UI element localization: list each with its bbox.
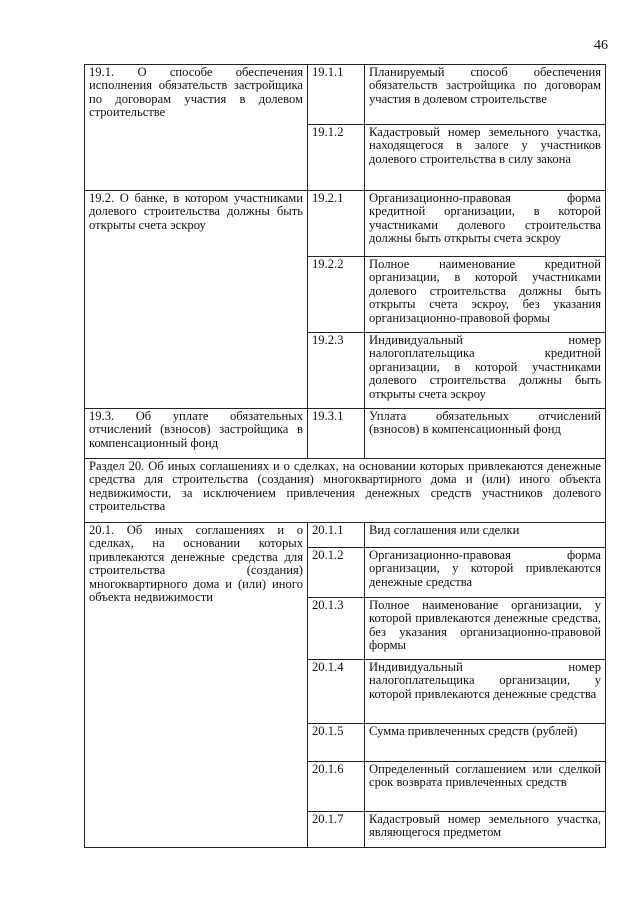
item-text: Организационно-правовая форма организации, у которой привлекаются денежные средства bbox=[365, 548, 606, 598]
group-title-19-2: 19.2. О банке, в котором участниками долевого строительства должны быть открыты счета эскроу bbox=[85, 191, 308, 409]
table-row bbox=[85, 65, 606, 125]
item-code: 19.1.2 bbox=[308, 125, 365, 191]
item-text: Кадастровый номер земельного участка, являющегося предметом bbox=[365, 812, 606, 848]
item-text: Организационно-правовая форма кредитной организации, в которой участниками долевого строительства должны быть открыты счета эскроу bbox=[365, 191, 606, 257]
table-row bbox=[85, 459, 606, 523]
group-title-19-3: 19.3. Об уплате обязательных отчислений (взносов) застройщика в компенсационный фонд bbox=[85, 409, 308, 459]
item-text: Кадастровый номер земельного участка, находящегося в залоге у участников долевого строительства в силу закона bbox=[365, 125, 606, 191]
item-code: 20.1.7 bbox=[308, 812, 365, 848]
item-text: Индивидуальный номер налогоплательщика организации, у которой привлекаются денежные средства bbox=[365, 660, 606, 724]
item-text: Полное наименование организации, у которой привлекаются денежные средства, без указания организационно-правовой формы bbox=[365, 598, 606, 660]
item-code: 20.1.2 bbox=[308, 548, 365, 598]
section-heading-20: Раздел 20. Об иных соглашениях и о сделках, на основании которых привлекаются денежные средства для строительства (создания) многоквартирного дома и (или) иного объекта недвижимости, за исключением привлечения денежных средств участников долевого строительства bbox=[85, 459, 606, 523]
item-code: 19.2.2 bbox=[308, 257, 365, 333]
item-code: 19.2.3 bbox=[308, 333, 365, 409]
disclosure-table bbox=[84, 64, 606, 848]
item-code: 19.3.1 bbox=[308, 409, 365, 459]
item-text: Вид соглашения или сделки bbox=[365, 523, 606, 548]
group-title-20-1: 20.1. Об иных соглашениях и о сделках, на основании которых привлекаются денежные средства для строительства (создания) многоквартирного дома и (или) иного объекта недвижимости bbox=[85, 523, 308, 848]
item-code: 19.1.1 bbox=[308, 65, 365, 125]
table-row bbox=[85, 523, 606, 548]
page-number: 46 bbox=[594, 38, 608, 53]
item-text: Планируемый способ обеспечения обязательств застройщика по договорам участия в долевом строительстве bbox=[365, 65, 606, 125]
item-text: Уплата обязательных отчислений (взносов) в компенсационный фонд bbox=[365, 409, 606, 459]
item-code: 20.1.3 bbox=[308, 598, 365, 660]
item-text: Сумма привлеченных средств (рублей) bbox=[365, 724, 606, 762]
table-row bbox=[85, 191, 606, 257]
item-code: 19.2.1 bbox=[308, 191, 365, 257]
item-code: 20.1.4 bbox=[308, 660, 365, 724]
item-code: 20.1.1 bbox=[308, 523, 365, 548]
group-title-19-1: 19.1. О способе обеспечения исполнения обязательств застройщика по договорам участия в долевом строительстве bbox=[85, 65, 308, 191]
item-code: 20.1.6 bbox=[308, 762, 365, 812]
item-text: Индивидуальный номер налогоплательщика кредитной организации, в которой участниками долевого строительства должны быть открыты счета эскроу bbox=[365, 333, 606, 409]
item-text: Полное наименование кредитной организации, в которой участниками долевого строительства должны быть открыты счета эскроу, без указания организационно-правовой формы bbox=[365, 257, 606, 333]
item-code: 20.1.5 bbox=[308, 724, 365, 762]
item-text: Определенный соглашением или сделкой срок возврата привлеченных средств bbox=[365, 762, 606, 812]
table-row bbox=[85, 409, 606, 459]
